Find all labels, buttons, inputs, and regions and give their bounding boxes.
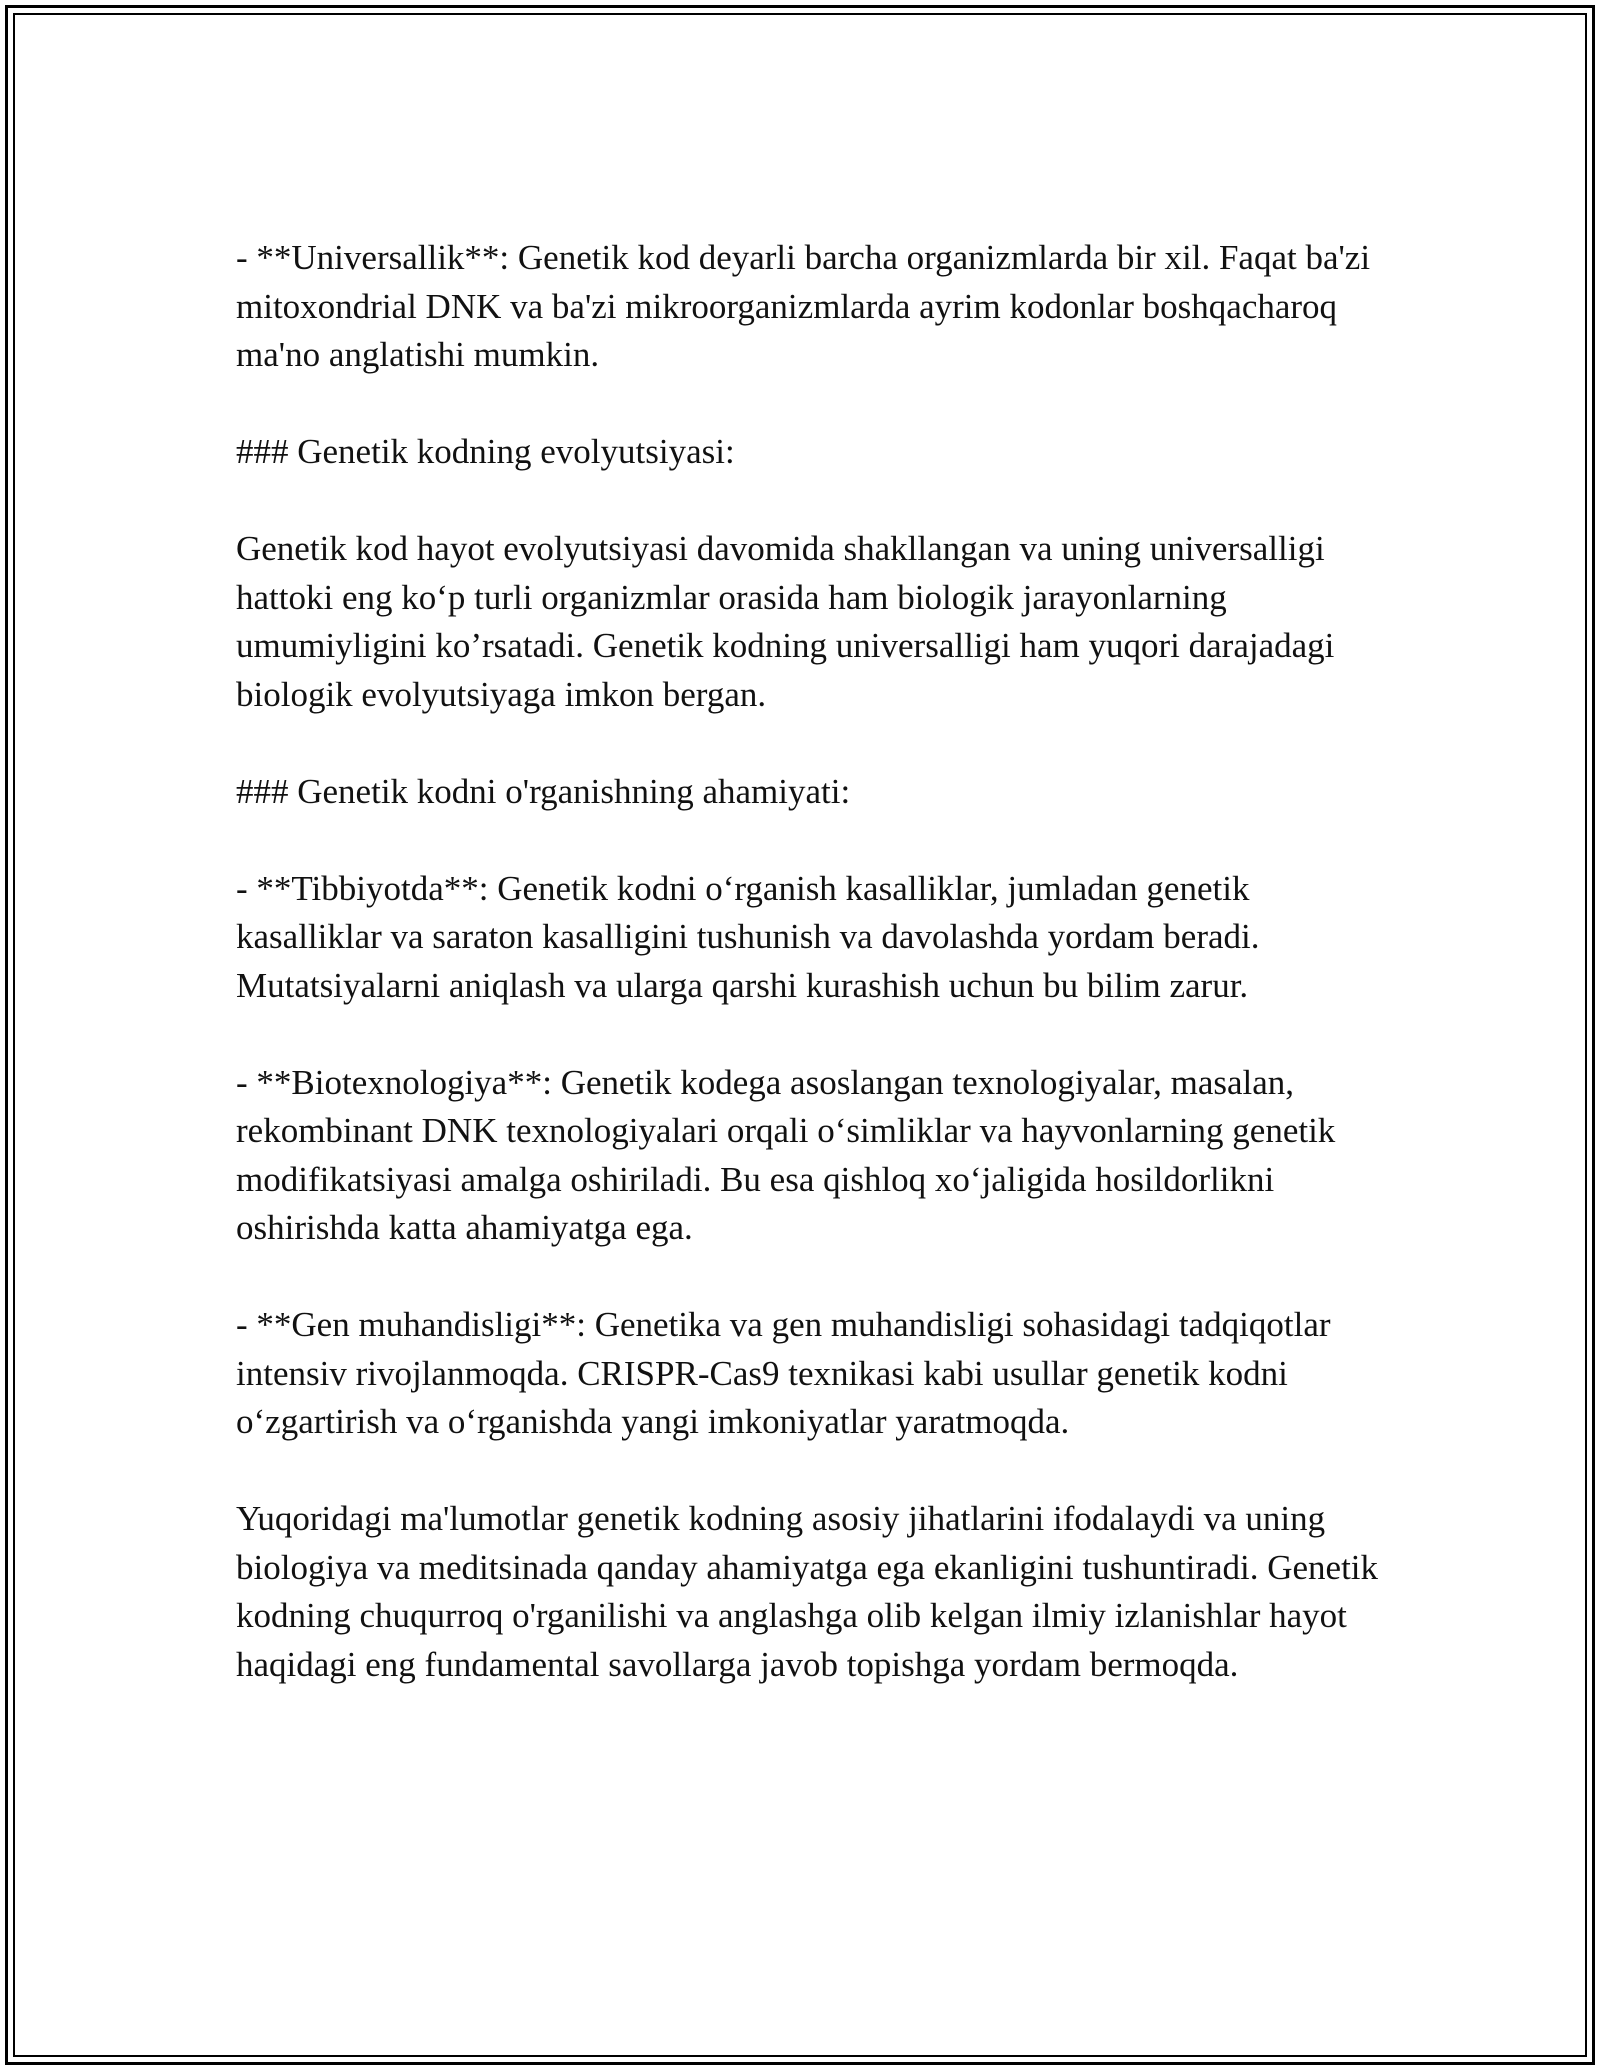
bullet-tibbiyotda: - **Tibbiyotda**: Genetik kodni o‘rganish kasalliklar, jumladan genetik kasalliklar va saraton kasalligini tushunish va davolashda yordam beradi. Mutatsiyalarni aniqlash va ularga qarshi kurashish uchun bu bilim zarur.: [236, 868, 1260, 1005]
bullet-universallik: - **Universallik**: Genetik kod deyarli barcha organizmlarda bir xil. Faqat ba'zi mitoxondrial DNK va ba'zi mikroorganizmlarda ayrim kodonlar boshqacharoq ma'no anglatishi mumkin.: [236, 238, 1371, 374]
document-body: [236, 234, 1386, 1738]
heading-ahamiyati: ### Genetik kodni o'rganishning ahamiyati:: [236, 771, 851, 811]
bullet-biotexnologiya: - **Biotexnologiya**: Genetik kodega asoslangan texnologiyalar, masalan, rekombinant DNK texnologiyalari orqali o‘simliklar va hayvonlarning genetik modifikatsiyasi amalga oshiriladi. Bu esa qishloq xo‘jaligida hosildorlikni oshirishda katta ahamiyatga ega.: [236, 1062, 1336, 1247]
heading-evolyutsiya: ### Genetik kodning evolyutsiyasi:: [236, 432, 735, 471]
paragraph-evolyutsiya: Genetik kod hayot evolyutsiyasi davomida shakllangan va uning universalligi hattoki eng ko‘p turli organizmlar orasida ham biologik jarayonlarning umumiyligini ko’rsatadi. Genetik kodning universalligi ham yuqori darajadagi biologik evolyutsiyaga imkon bergan.: [236, 529, 1335, 714]
paragraph-conclusion: Yuqoridagi ma'lumotlar genetik kodning asosiy jihatlarini ifodalaydi va uning biologiya va meditsinada qanday ahamiyatga ega ekanligini tushuntiradi. Genetik kodning chuqurroq o'rganilishi va anglashga olib kelgan ilmiy izlanishlar hayot haqidagi eng fundamental savollarga javob topishga yordam bermoqda.: [236, 1499, 1379, 1684]
bullet-gen-muhandisligi: - **Gen muhandisligi**: Genetika va gen muhandisligi sohasidagi tadqiqotlar intensiv rivojlanmoqda. CRISPR-Cas9 texnikasi kabi usullar genetik kodni o‘zgartirish va o‘rganishda yangi imkoniyatlar yaratmoqda.: [236, 1305, 1331, 1441]
